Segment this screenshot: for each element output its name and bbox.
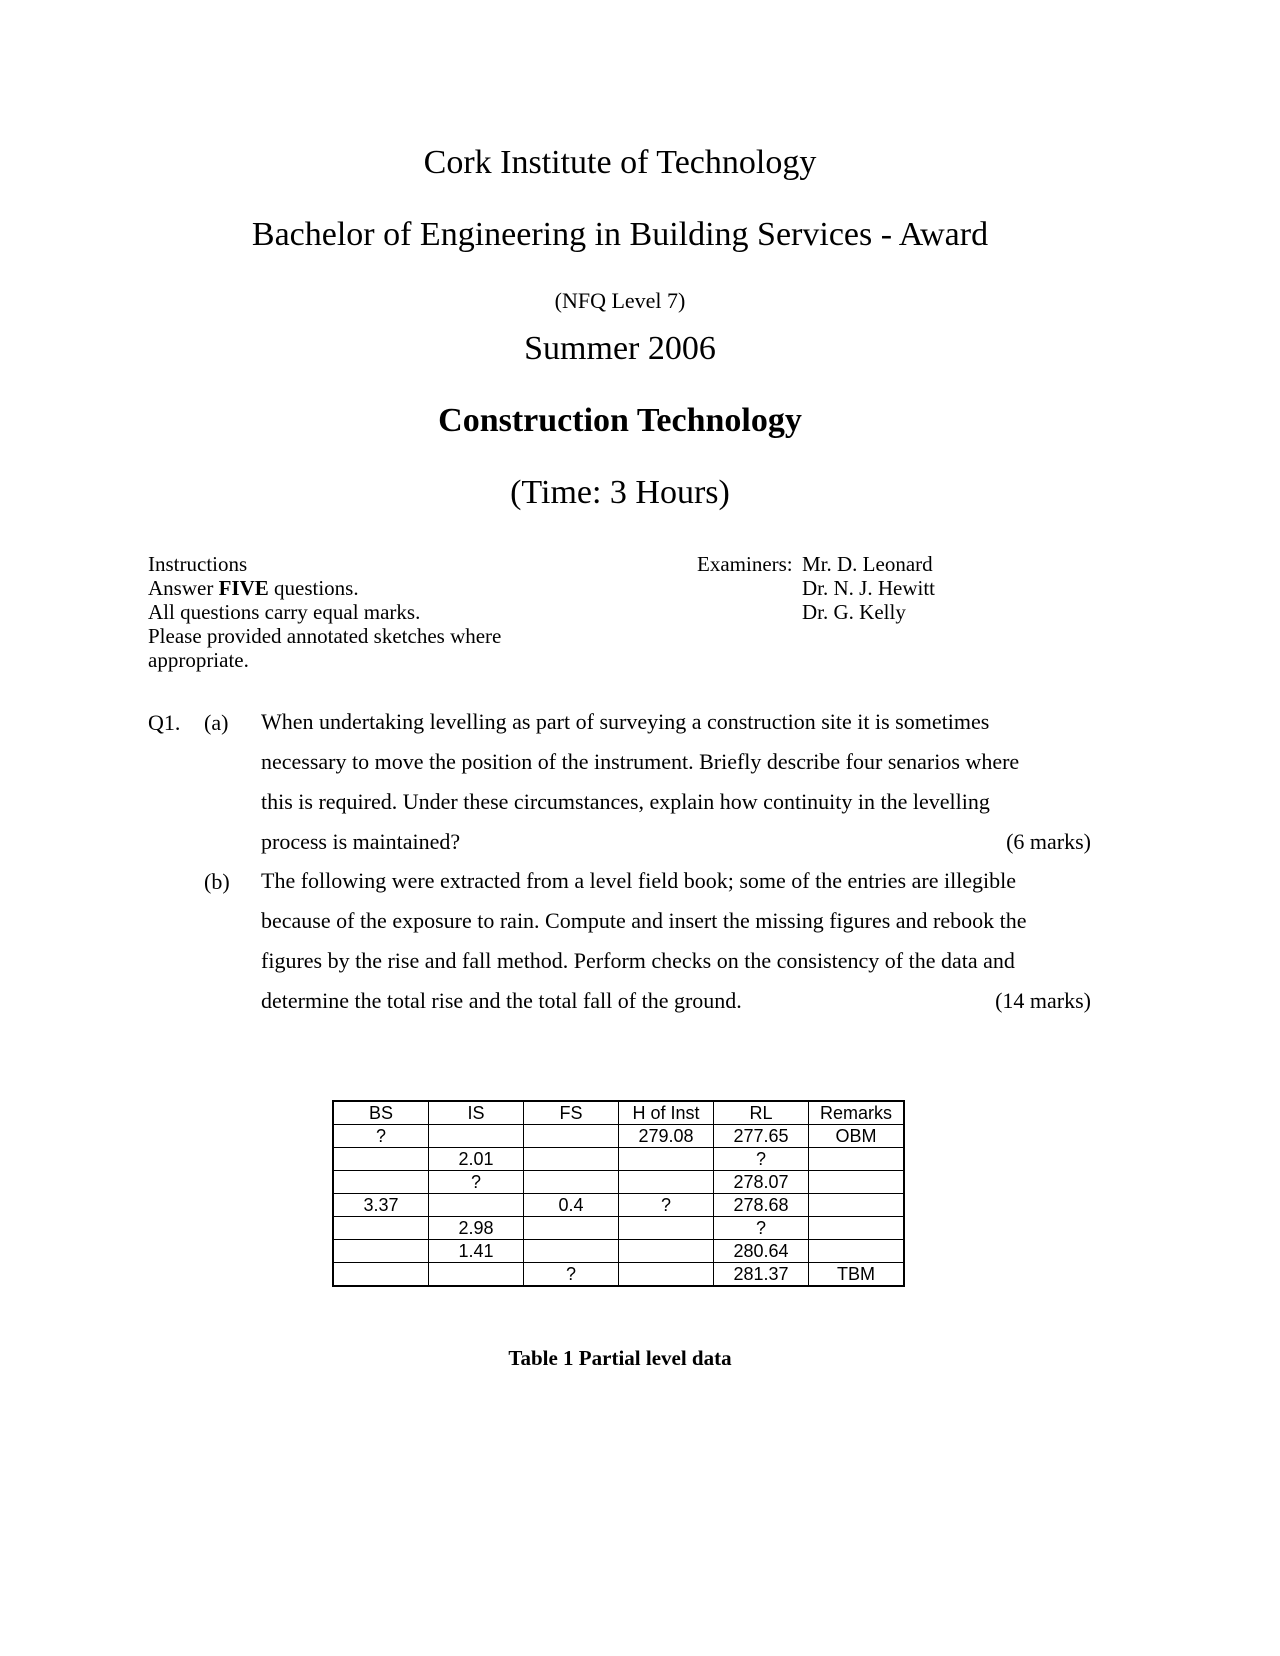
table-cell bbox=[429, 1125, 524, 1148]
institution-title: Cork Institute of Technology bbox=[423, 144, 817, 181]
table-cell bbox=[809, 1240, 905, 1263]
instruction-line-4: appropriate. bbox=[148, 648, 249, 672]
table-cell bbox=[333, 1240, 429, 1263]
column-header: RL bbox=[714, 1101, 809, 1125]
instruction-line-2: All questions carry equal marks. bbox=[148, 600, 421, 624]
instruction-text: questions. bbox=[268, 576, 359, 600]
instruction-text: Answer bbox=[148, 576, 219, 600]
column-header: FS bbox=[524, 1101, 619, 1125]
part-a-line: this is required. Under these circumstances, explain how continuity in the levelling bbox=[261, 789, 990, 814]
table-row bbox=[333, 1148, 904, 1171]
table-cell: 1.41 bbox=[429, 1240, 524, 1263]
part-a-line: process is maintained? bbox=[261, 829, 461, 854]
table-cell: ? bbox=[524, 1263, 619, 1287]
table-cell: 278.68 bbox=[714, 1194, 809, 1217]
part-b-last-line bbox=[261, 981, 1091, 1021]
table-cell bbox=[524, 1240, 619, 1263]
table-cell bbox=[524, 1125, 619, 1148]
part-b-line: figures by the rise and fall method. Perform checks on the consistency of the data and bbox=[261, 948, 1015, 973]
instructions-block bbox=[148, 552, 548, 672]
table-cell: 0.4 bbox=[524, 1194, 619, 1217]
column-header: Remarks bbox=[809, 1101, 905, 1125]
part-b-line: determine the total rise and the total fall of the ground. bbox=[261, 988, 742, 1013]
table-cell: 280.64 bbox=[714, 1240, 809, 1263]
table-cell: 278.07 bbox=[714, 1171, 809, 1194]
table-row bbox=[333, 1217, 904, 1240]
module-title: Construction Technology bbox=[438, 402, 802, 439]
examiners-list bbox=[802, 552, 935, 624]
table-cell bbox=[333, 1148, 429, 1171]
degree-title: Bachelor of Engineering in Building Services - Award bbox=[251, 216, 989, 253]
column-header: H of Inst bbox=[619, 1101, 714, 1125]
examiner-name: Mr. D. Leonard bbox=[802, 552, 933, 576]
part-b-label: (b) bbox=[204, 869, 230, 894]
table-cell bbox=[809, 1194, 905, 1217]
instruction-line-3: Please provided annotated sketches where bbox=[148, 624, 502, 648]
part-b-marks: (14 marks) bbox=[995, 988, 1091, 1013]
nfq-level: (NFQ Level 7) bbox=[554, 288, 686, 313]
instructions-title: Instructions bbox=[148, 552, 248, 576]
table-cell bbox=[524, 1148, 619, 1171]
part-b-line: The following were extracted from a level field book; some of the entries are illegible bbox=[261, 868, 1017, 893]
table-cell: 277.65 bbox=[714, 1125, 809, 1148]
level-data-table bbox=[332, 1100, 905, 1287]
table-cell bbox=[809, 1217, 905, 1240]
table-cell bbox=[333, 1263, 429, 1287]
table-cell: ? bbox=[333, 1125, 429, 1148]
table-cell bbox=[524, 1171, 619, 1194]
table-cell bbox=[429, 1194, 524, 1217]
instruction-line-1 bbox=[148, 576, 548, 600]
table-cell bbox=[429, 1263, 524, 1287]
question-number: Q1. bbox=[148, 710, 181, 735]
table-caption: Table 1 Partial level data bbox=[508, 1346, 732, 1370]
table-cell bbox=[809, 1171, 905, 1194]
table-cell: 281.37 bbox=[714, 1263, 809, 1287]
table-cell: ? bbox=[714, 1148, 809, 1171]
table-cell: 3.37 bbox=[333, 1194, 429, 1217]
table-cell bbox=[333, 1217, 429, 1240]
table-cell bbox=[619, 1240, 714, 1263]
examiner-name: Dr. N. J. Hewitt bbox=[802, 576, 935, 600]
exam-duration: (Time: 3 Hours) bbox=[510, 474, 730, 511]
exam-session: Summer 2006 bbox=[524, 330, 716, 367]
part-a-text bbox=[261, 702, 1091, 862]
table-cell bbox=[524, 1217, 619, 1240]
table-row bbox=[333, 1263, 904, 1287]
table-cell: OBM bbox=[809, 1125, 905, 1148]
part-a-label: (a) bbox=[204, 710, 229, 735]
table-cell: 2.01 bbox=[429, 1148, 524, 1171]
table-cell: 279.08 bbox=[619, 1125, 714, 1148]
table-cell bbox=[333, 1171, 429, 1194]
table-cell: 2.98 bbox=[429, 1217, 524, 1240]
part-a-line: necessary to move the position of the instrument. Briefly describe four senarios where bbox=[261, 749, 1020, 774]
table-row bbox=[333, 1171, 904, 1194]
column-header: IS bbox=[429, 1101, 524, 1125]
table-cell: ? bbox=[714, 1217, 809, 1240]
table-cell bbox=[619, 1263, 714, 1287]
table-row bbox=[333, 1125, 904, 1148]
table-row bbox=[333, 1240, 904, 1263]
table-header-row bbox=[333, 1101, 904, 1125]
table-cell bbox=[619, 1171, 714, 1194]
table-cell: ? bbox=[619, 1194, 714, 1217]
examiner-name: Dr. G. Kelly bbox=[802, 600, 906, 624]
table-row bbox=[333, 1194, 904, 1217]
table-cell: TBM bbox=[809, 1263, 905, 1287]
part-a-line: When undertaking levelling as part of surveying a construction site it is sometimes bbox=[261, 709, 990, 734]
part-a-marks: (6 marks) bbox=[1006, 829, 1091, 854]
part-b-line: because of the exposure to rain. Compute and insert the missing figures and rebook the bbox=[261, 908, 1027, 933]
table-cell bbox=[619, 1217, 714, 1240]
instruction-emphasis: FIVE bbox=[218, 576, 269, 600]
table-cell bbox=[809, 1148, 905, 1171]
part-a-last-line bbox=[261, 822, 1091, 862]
table-cell: ? bbox=[429, 1171, 524, 1194]
examiners-label: Examiners: bbox=[697, 552, 793, 576]
part-b-text bbox=[261, 861, 1091, 1021]
table-cell bbox=[619, 1148, 714, 1171]
column-header: BS bbox=[333, 1101, 429, 1125]
